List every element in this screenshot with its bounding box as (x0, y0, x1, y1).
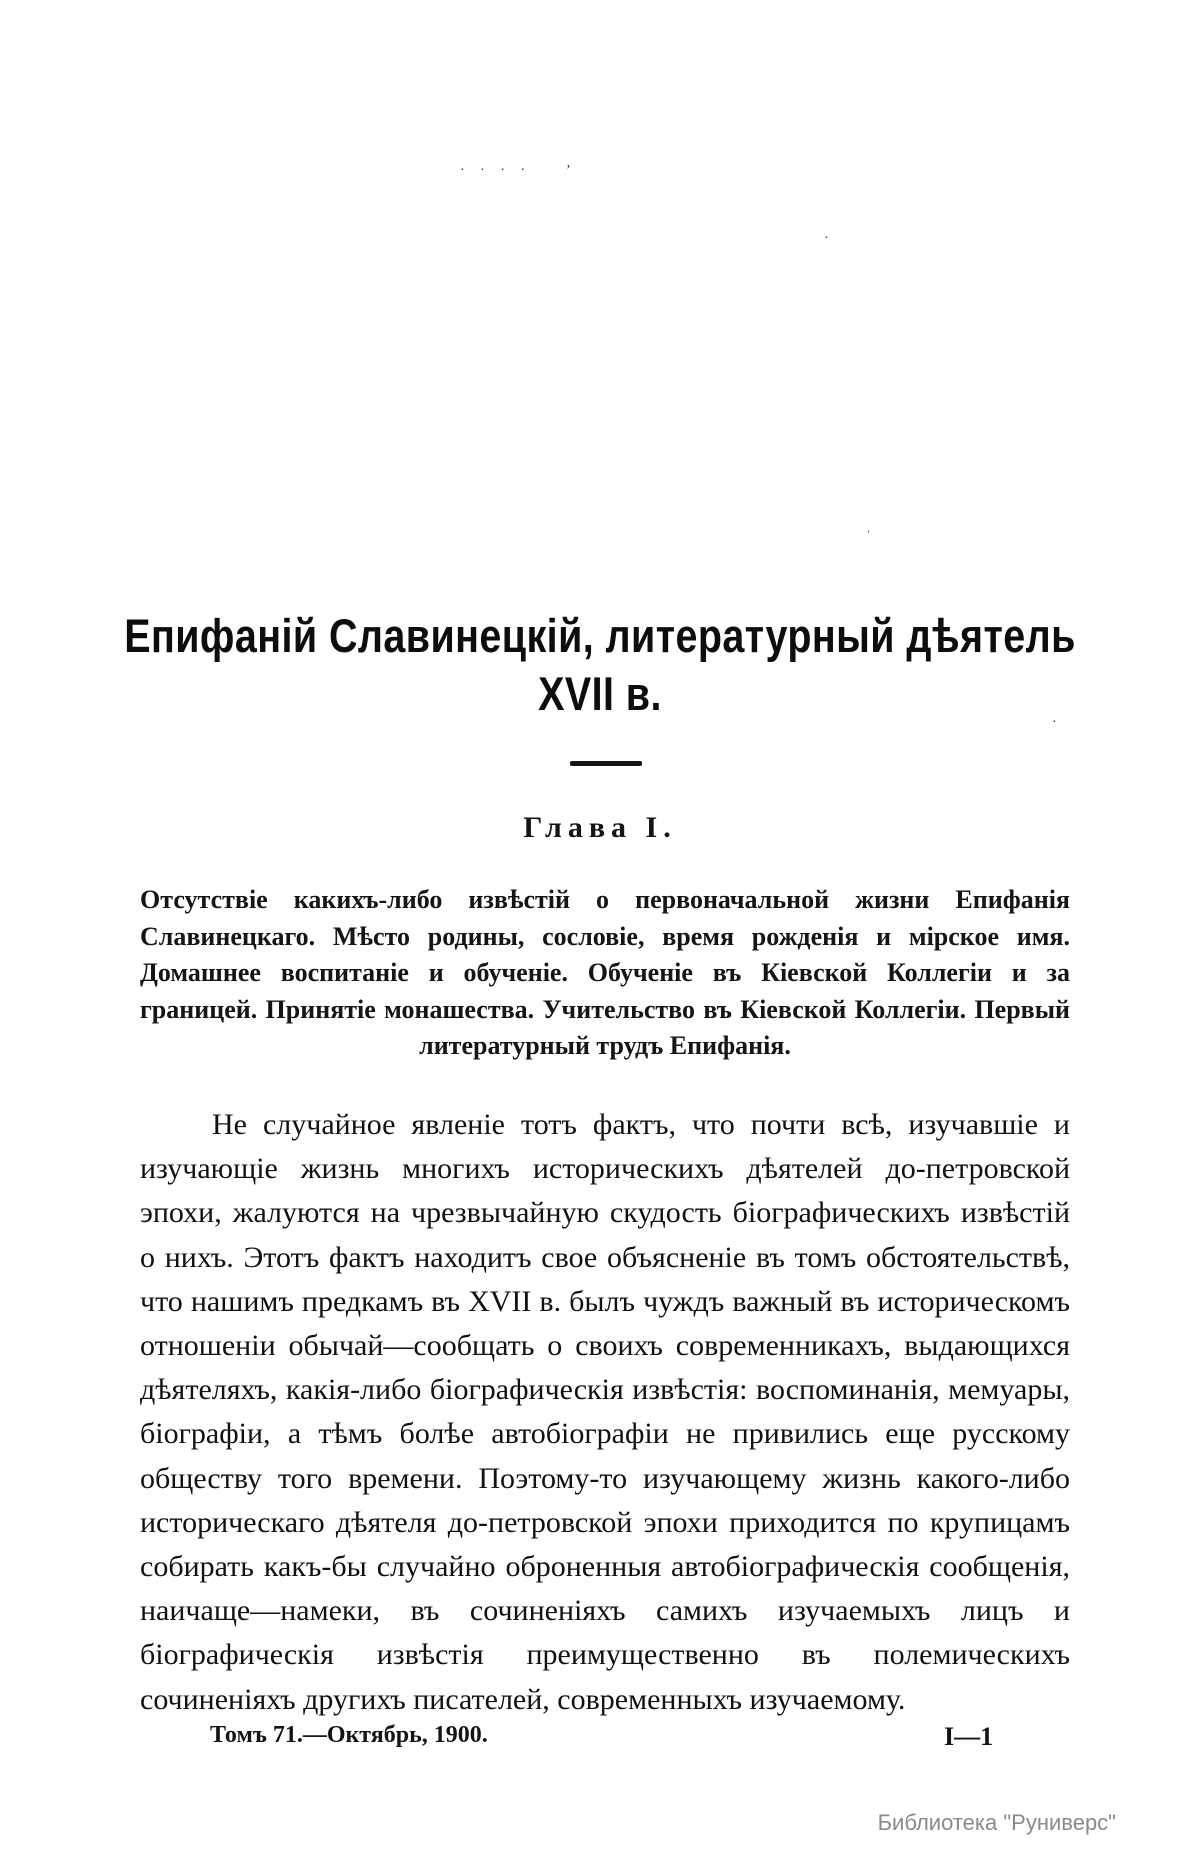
scan-speck: · (1052, 715, 1057, 730)
volume-footer: Томъ 71.—Октябрь, 1900. (210, 1722, 488, 1748)
scan-speck: ʼ (566, 163, 571, 178)
title-divider (570, 761, 642, 766)
article-title-century: XVII в. (538, 667, 662, 720)
scan-speck: · (824, 231, 829, 246)
chapter-heading: Глава I. (523, 811, 677, 844)
library-watermark: Библиотека "Руниверс" (877, 1810, 1116, 1835)
scan-speck: · · · · (460, 163, 532, 178)
body-paragraph: Не случайное явленіе тотъ фактъ, что почти всѣ, изучавшіе и изучающіе жизнь многихъ историческихъ дѣятелей до-петровской эпохи, жалуются на чрезвычайную скудость біографическихъ извѣстій о нихъ. Этотъ фактъ находитъ свое объясненіе въ томъ обстоятельствѣ, что нашимъ предкамъ въ XVII в. былъ чуждъ важный въ историческомъ отношеніи обычай—сообщать о своихъ современникахъ, выдающихся дѣятеляхъ, какія-либо біографическія извѣстія: воспоминанія, мемуары, біографіи, а тѣмъ болѣе автобіографіи не привились еще русскому обществу того времени. Поэтому-то изучающему жизнь какого-либо историческаго дѣятеля до-петровской эпохи приходится по крупицамъ собирать какъ-бы случайно оброненныя автобіографическія сообщенія, наичаще—намеки, въ сочиненіяхъ самихъ изучаемыхъ лицъ и біографическія извѣстія преимущественно въ полемическихъ сочиненіяхъ другихъ писателей, современныхъ изучаемому. (140, 1108, 1070, 1716)
article-title: Епифаній Славинецкій, литературный дѣятель (124, 609, 1076, 662)
signature-mark: I—1 (944, 1722, 994, 1751)
chapter-summary: Отсутствіе какихъ-либо извѣстій о первоначальной жизни Епифанія Славинецкаго. Мѣсто родины, сословіе, время рожденія и мірское имя. Домашнее воспитаніе и обученіе. Обученіе въ Кіевской Коллегіи и за границей. Принятіе монашества. Учительство въ Кіевской Коллегіи. Первый литературный трудъ Епифанія. (140, 885, 1070, 1060)
scan-speck: ˈ (866, 529, 871, 544)
